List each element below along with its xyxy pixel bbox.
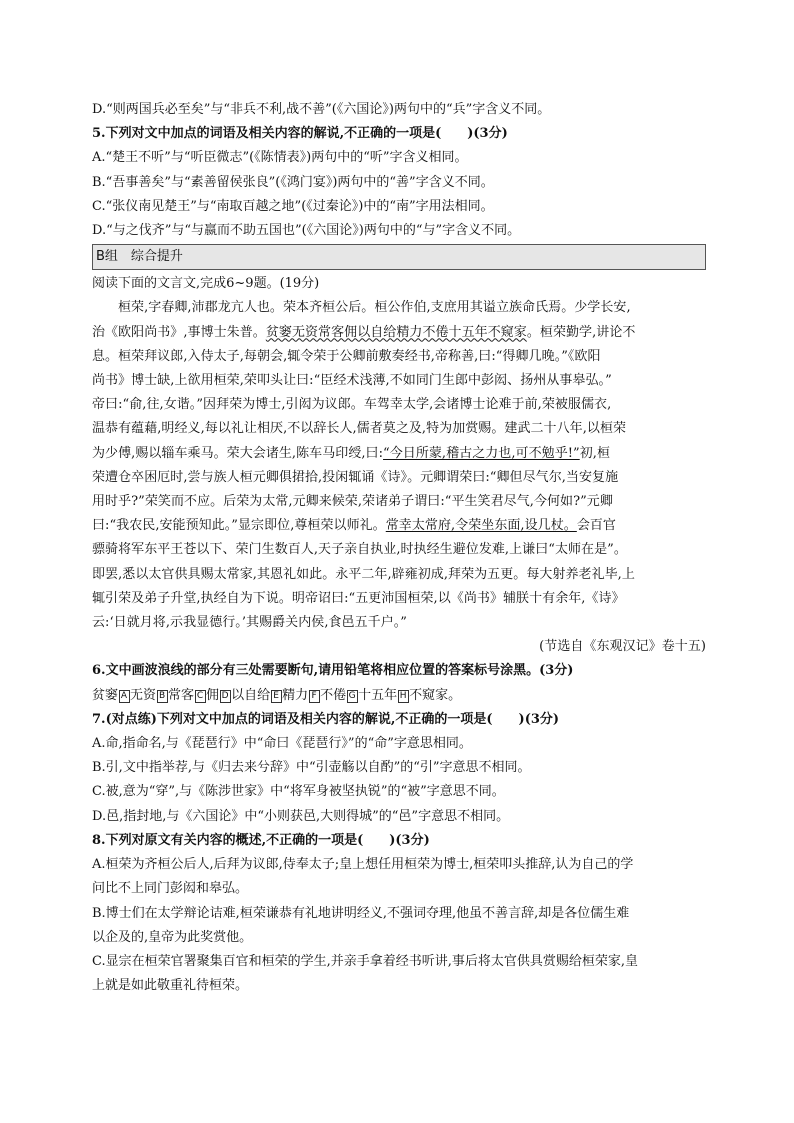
wavy-underlined-text: 贫窭无资常客佣以自给精力不倦十五年不窥家: [265, 324, 527, 340]
passage-source: (节选自《东观汉记》卷十五): [539, 639, 706, 655]
q6-text-seg: 不窥家。: [409, 687, 462, 703]
passage-line: [92, 321, 706, 345]
q7-title: 7.(对点练)下列对文中加点的词语及相关内容的解说,不正确的一项是( )(3分): [92, 711, 560, 727]
passage-line: 帝曰:“俞,往,女谐。”因拜荣为博士,引闳为议郎。车驾幸太学,会诸博士论难于前,荣被服儒衣,: [92, 397, 612, 413]
passage-line: 桓荣,字春卿,沛郡龙亢人也。荣本齐桓公后。桓公作伯,支庶用其谥立族命氏焉。少学长安,: [118, 300, 631, 316]
passage-line: 骠骑将军东平王苍以下、荣门生数百人,天子亲自执业,时执经生避位发难,上谦曰“太师在是”。: [92, 542, 627, 558]
answer-box-h[interactable]: H: [398, 690, 409, 703]
question-6: [92, 659, 706, 707]
underlined-text: “今日所蒙,稽古之力也,可不勉乎!”: [383, 445, 580, 461]
passage-line: 温恭有蕴藉,明经义,每以礼让相厌,不以辞长人,儒者莫之及,特为加赏赐。建武二十八年,以桓荣: [92, 421, 627, 437]
answer-box-g[interactable]: G: [347, 690, 358, 703]
answer-box-d[interactable]: D: [220, 690, 231, 703]
passage-text: 初,桓: [579, 445, 611, 461]
question-7: [92, 708, 706, 829]
answer-box-e[interactable]: E: [271, 690, 282, 703]
q5-option-d: D.“与之伐齐”与“与嬴而不助五国也”(《六国论》)两句中的“与”字含义不同。: [92, 223, 521, 239]
passage-line: 用时乎?”荣笑而不应。后荣为太常,元卿来候荣,荣诸弟子谓曰:“平生笑君尽气,今何如?”元卿: [92, 494, 613, 510]
passage-line: 辄引荣及弟子升堂,执经自为下说。明帝诏曰:“五更沛国桓荣,以《尚书》辅朕十有余年,《诗》: [92, 590, 625, 606]
q6-text-seg: 佣: [206, 687, 220, 703]
q8-option-c: C.显宗在桓荣官署聚集百官和桓荣的学生,并亲手拿着经书听讲,事后将太官供具赏赐给桓荣家,皇: [92, 953, 639, 969]
passage-line: 云:‘日就月将,示我显德行。’其赐爵关内侯,食邑五千户。”: [92, 615, 408, 631]
passage-text: 曰:“我农民,安能预知此。”显宗即位,尊桓荣以师礼。: [92, 518, 386, 534]
answer-box-b[interactable]: B: [157, 690, 168, 703]
document-page: [92, 98, 706, 998]
answer-box-f[interactable]: F: [309, 690, 320, 703]
q5-option-b: B.“吾事善矣”与“素善留侯张良”(《鸿门宴》)两句中的“善”字含义不同。: [92, 174, 494, 190]
q7-option-d: D.邑,指封地,与《六国论》中“小则获邑,大则得城”的“邑”字意思不相同。: [92, 808, 510, 824]
passage-text: 为少傅,赐以辎车乘马。荣大会诸生,陈车马印绶,曰:: [92, 445, 384, 461]
q7-option-b: B.引,文中指举荐,与《归去来兮辞》中“引壶觞以自酌”的“引”字意思不相同。: [92, 760, 531, 776]
top-options: [92, 98, 706, 243]
q5-option-c: C.“张仪南见楚王”与“南取百越之地”(《过秦论》)中的“南”字用法相同。: [92, 198, 494, 214]
q6-text-seg: 以自给: [231, 687, 271, 703]
q8-option-b-cont: 以企及的,皇帝为此奖赏他。: [92, 929, 253, 945]
q6-text-seg: 不倦: [320, 687, 347, 703]
q5-title: 5.下列对文中加点的词语及相关内容的解说,不正确的一项是( )(3分): [92, 126, 508, 142]
passage-line: 荣遭仓卒困厄时,尝与族人桓元卿俱捃拾,投闲辄诵《诗》。元卿谓荣曰:“卿但尽气尔,当安复施: [92, 469, 619, 485]
q6-text-seg: 贫窭: [92, 687, 119, 703]
q7-option-c: C.被,意为“穿”,与《陈涉世家》中“将军身被坚执锐”的“被”字意思不同。: [92, 784, 505, 800]
q6-text-seg: 精力: [282, 687, 309, 703]
passage-line: [92, 442, 706, 466]
answer-box-c[interactable]: C: [195, 690, 206, 703]
passage-line: 尚书》博士缺,上欲用桓荣,荣叩头让曰:“臣经术浅薄,不如同门生郎中彭闳、扬州从事皋弘。”: [92, 373, 612, 389]
reading-intro: 阅读下面的文言文,完成6~9题。(19分): [92, 276, 320, 292]
q8-option-b: B.博士们在太学辩论诘难,桓荣谦恭有礼地讲明经义,不强词夺理,他虽不善言辞,却是各位儒生难: [92, 905, 630, 921]
underlined-text: 常幸太常府,令荣坐东面,设几杖。: [385, 518, 577, 534]
q6-text-seg: 十五年: [358, 687, 398, 703]
classical-passage: [92, 296, 706, 659]
passage-text: 会百官: [576, 518, 616, 534]
passage-text: 治《欧阳尚书》,事博士朱普。: [92, 324, 266, 340]
answer-box-a[interactable]: A: [119, 690, 130, 703]
q6-text-seg: 无资: [130, 687, 157, 703]
section-header: B组 综合提升: [92, 244, 706, 270]
passage-text: 。桓荣勤学,讲论不: [526, 324, 636, 340]
question-8: [92, 829, 706, 998]
q6-text-seg: 常客: [168, 687, 195, 703]
q7-option-a: A.命,指命名,与《琵琶行》中“命曰《琵琶行》”的“命”字意思相同。: [92, 736, 472, 752]
q6-segmented-text: [92, 684, 706, 708]
q8-option-c-cont: 上就是如此敬重礼待桓荣。: [92, 978, 249, 994]
passage-line: 即罢,悉以太官供具赐太常家,其恩礼如此。永平二年,辟雍初成,拜荣为五更。每大射养老礼毕,上: [92, 566, 635, 582]
q5-option-a: A.“楚王不听”与“听臣微志”(《陈情表》)两句中的“听”字含义相同。: [92, 150, 468, 166]
passage-line: [92, 514, 706, 538]
q8-option-a-cont: 问比不上同门彭闳和皋弘。: [92, 881, 249, 897]
q8-option-a: A.桓荣为齐桓公后人,后拜为议郎,侍奉太子;皇上想任用桓荣为博士,桓荣叩头推辞,认为自己的学: [92, 857, 634, 873]
passage-line: 息。桓荣拜议郎,入侍太子,每朝会,辄令荣于公卿前敷奏经书,帝称善,曰:“得卿几晚。”《欧阳: [92, 348, 601, 364]
q8-title: 8.下列对原文有关内容的概述,不正确的一项是( )(3分): [92, 832, 430, 848]
q6-title: 6.文中画波浪线的部分有三处需要断句,请用铅笔将相应位置的答案标号涂黑。(3分): [92, 663, 574, 679]
q4-option-d: D.“则两国兵必至矣”与“非兵不利,战不善”(《六国论》)两句中的“兵”字含义不同。: [92, 102, 551, 117]
